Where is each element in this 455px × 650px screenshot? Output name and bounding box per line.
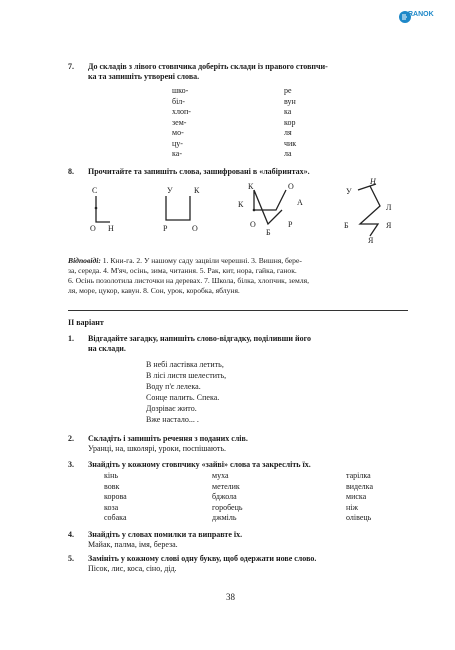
task7-number: 7. <box>68 62 74 71</box>
maze2-letter: У <box>167 186 173 195</box>
maze1-letter: О <box>90 224 96 233</box>
v2-task5-words: Пісок, лис, коса, сіно, дід. <box>88 564 177 573</box>
v2-task3-title: Знайдіть у кожному стовпчику «зайві» слова та закресліть їх. <box>88 460 311 469</box>
answers-line2: за, середа. 4. М'яч, осінь, зима, читання. 5. Рак, кит, нора, гайка, ганок. <box>68 266 297 275</box>
riddle-poem <box>146 359 226 425</box>
task7-text-line2: ка та запишіть утворені слова. <box>88 72 200 81</box>
poem-line: В небі ластівка летить, <box>146 360 224 369</box>
task7-left-column <box>172 86 191 160</box>
list-item: ніж <box>346 502 359 512</box>
maze3-letter: Б <box>266 228 271 237</box>
v2-task1-line1: Відгадайте загадку, напишіть слово-відгадку, поділивши його <box>88 334 312 343</box>
v2-task4-number: 4. <box>68 530 74 539</box>
list-item: горобець <box>212 502 243 512</box>
maze2-letter: Р <box>163 224 168 233</box>
v2-task4-words: Майак, палма, імя, береза. <box>88 540 178 549</box>
v2-task5-title: Замініть у кожному слові одну букву, щоб одержати нове слово. <box>88 554 317 563</box>
list-item: зем- <box>172 117 187 127</box>
maze3-letter: К <box>248 182 254 191</box>
answers-line1 <box>68 256 302 266</box>
list-item: коза <box>104 502 119 512</box>
v2-task5-number: 5. <box>68 554 74 563</box>
list-item: хлоп- <box>172 107 191 116</box>
logo-text: RANOK <box>408 11 434 18</box>
v2-task4-title: Знайдіть у словах помилки та виправте їх. <box>88 530 243 539</box>
v2-task1-line2: на склади. <box>88 344 126 353</box>
list-item: кінь <box>104 471 119 480</box>
maze3-letter: А <box>297 198 303 207</box>
maze3-letter: Р <box>288 220 293 229</box>
task8-number: 8. <box>68 167 74 176</box>
maze4-letter: Н <box>370 177 376 186</box>
poem-line: В лісі листя шелестить, <box>146 371 227 380</box>
maze2-letter: К <box>194 186 200 195</box>
maze1-letter: Н <box>108 224 114 233</box>
list-item: шко- <box>172 86 189 95</box>
list-item: ка <box>284 107 292 116</box>
poem-line: Вже настало... . <box>146 415 199 424</box>
task7-text-line1: До складів з лівого стовпчика доберіть склади із правого стовпчи- <box>88 62 328 71</box>
variant-title: ІІ варіант <box>68 318 104 327</box>
answers-line3: 6. Осінь позолотила листочки на деревах. 7. Школа, білка, хлопчик, земля, <box>68 276 310 285</box>
list-item: джміль <box>212 513 237 522</box>
task3-column-2 <box>212 471 243 524</box>
list-item: бджола <box>212 492 237 501</box>
answers-text: 1. Кни-га. 2. У нашому саду зацвіли черешні. 3. Вишня, бере- <box>100 256 302 265</box>
maze4-letter: Я <box>368 236 374 245</box>
maze1-letter: С <box>92 186 98 195</box>
list-item: ре <box>284 86 292 95</box>
list-item: олівець <box>346 513 372 522</box>
maze3-letter: О <box>250 220 256 229</box>
list-item: біл- <box>172 96 185 106</box>
maze4-letter: Б <box>344 221 349 230</box>
maze4-letter: Л <box>386 203 392 212</box>
list-item: ка- <box>172 149 182 158</box>
answers-label: Відповіді: <box>68 256 101 265</box>
list-item: кор <box>284 117 296 127</box>
maze4-letter: Я <box>386 221 392 230</box>
maze2-letter: О <box>192 224 198 233</box>
section-divider <box>68 310 408 311</box>
maze3-letter: О <box>288 182 294 191</box>
list-item: миска <box>346 492 367 501</box>
list-item: вовк <box>104 481 120 491</box>
task7-right-column <box>284 86 296 160</box>
maze3-letter: К <box>238 200 244 209</box>
task3-column-3 <box>346 471 373 524</box>
list-item: корова <box>104 492 127 501</box>
task3-column-1 <box>104 471 127 524</box>
poem-line: Дозріває жито. <box>146 404 197 413</box>
answers-line4: ля, море, цукор, кавун. 8. Сон, урок, коробка, яблуня. <box>68 286 240 295</box>
v2-task1-number: 1. <box>68 334 74 343</box>
v2-task2-words: Уранці, на, школярі, уроки, поспішають. <box>88 444 226 453</box>
list-item: виделка <box>346 481 373 491</box>
list-item: мо- <box>172 128 184 137</box>
poem-line: Сонце палить. Спека. <box>146 393 220 402</box>
list-item: тарілка <box>346 471 371 480</box>
list-item: собака <box>104 513 127 522</box>
list-item: вун <box>284 96 296 106</box>
v2-task2-title: Складіть і запишіть речення з поданих слів. <box>88 434 248 443</box>
list-item: цу- <box>172 138 183 148</box>
task8-text: Прочитайте та запишіть слова, зашифровані в «лабіринтах». <box>88 167 310 176</box>
page-number: 38 <box>226 592 235 602</box>
list-item: ла <box>284 149 292 158</box>
v2-task3-number: 3. <box>68 460 74 469</box>
v2-task2-number: 2. <box>68 434 74 443</box>
maze4-letter: У <box>346 187 352 196</box>
poem-line: Воду п'є лелека. <box>146 382 201 391</box>
list-item: чик <box>284 138 297 148</box>
list-item: муха <box>212 471 229 480</box>
list-item: метелик <box>212 481 240 491</box>
list-item: ля <box>284 128 292 137</box>
